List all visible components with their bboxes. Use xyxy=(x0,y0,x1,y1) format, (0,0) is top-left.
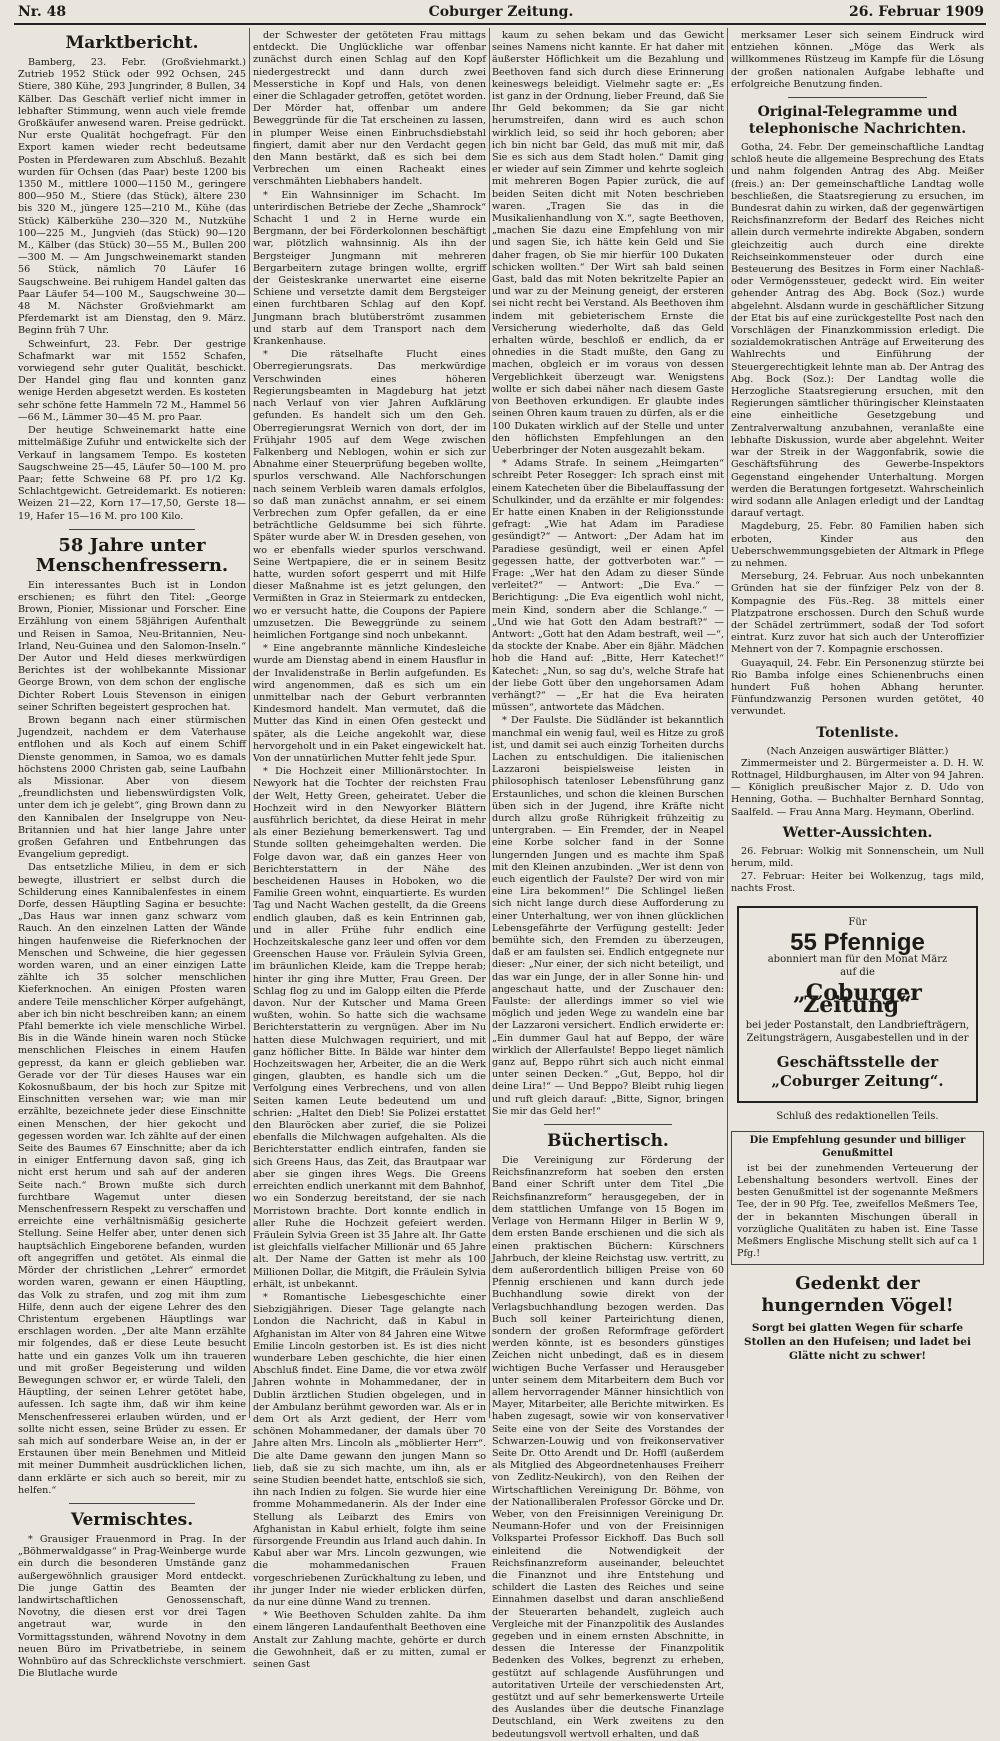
tea-notice-text: ist bei der zunehmenden Verteuerung der Lebenshaltung besonders wertvoll. Eines der besten Genußmittel ist der sogenannte Meßmers Tee, der in 90 Pfg. Tee, zweifellos Meßmers Tee, der in bekannten Mischungen überall in vorzügliche Qualitäten zu haben ist. Eine Tasse Meßmers Englische Mischung stellt sich auf ca 1 Pfg.! xyxy=(737,1162,978,1260)
weather-day-1: 26. Februar: Wolkig mit Sonnenschein, um Null herum, mild. xyxy=(731,845,984,869)
separator xyxy=(69,1503,194,1504)
column-divider xyxy=(249,28,250,1418)
misc-murder: * Grausiger Frauenmord in Prag. In der „Böhmerwaldgasse“ in Prag-Weinberge wurde ein durch die besonderen Umstände ganz außergewöhnlich grausiger Mord entdeckt. Die junge Gattin des Beamten der landwirtschaftlichen Genossenschaft, Novotny, die diesen erst vor drei Tagen angetraut war, wurde in den Vormittagsstunden, während Novotny in dem neuen Büro im Privatbetriebe, in seinem Wohnbüro auf das Schrecklichste verschmiert. Die Blutlache wurde xyxy=(18,1533,246,1680)
subscription-ad xyxy=(737,906,978,1104)
death-list: Zimmermeister und 2. Bürgermeister a. D. H. W. Rottnagel, Hildburghausen, im Alter von 94 Jahren. — Königlich preußischer Major z. D. Udo von Henning, Gotha. — Buchhalter Bernhard Sonntag, Saalfeld. — Frau Anna Marg. Heymann, Oberlind. xyxy=(731,757,984,818)
telegram-merseburg: Merseburg, 24. Februar. Aus noch unbekannten Gründen hat sie der fünfziger Pelz von der 8. Kompagnie des Füs.-Reg. 38 mittels einer Platzpatrone erschossen. Durch den Schuß wurde der Schädel zertrümmert, sodaß der Tod sofort eintrat. Kurz zuvor hat sich auch der Unteroffizier Mehnert von der 7. Kompagnie erschossen. xyxy=(731,571,984,656)
cannibals-para-1: Ein interessantes Buch ist in London erschienen; es führt den Titel: „George Brown, Pionier, Missionar und Forscher. Eine Erzählung von einem 58jährigen Aufenthalt und Reisen in Samoa, Neu-Britannien, Neu-Irland, Neu-Guinea und den Salomon-Inseln.“ Der Autor und Held dieses merkwürdigen Berichtes ist der wohlbekannte Missionar George Brown, von dem schon der englische Dichter Robert Louis Stevenson in einigen seiner Schriften begeistert gesprochen hat. xyxy=(18,579,246,713)
adams-punishment: * Adams Strafe. In seinem „Heimgarten“ schreibt Peter Rosegger: Ich sprach einst mit einem Katecheten über die Bibelauffassung der Schulkinder, und da erzählte er mir folgendes: Er hatte einen Knaben in der Religionsstunde gefragt: „Wie hat Adam im Paradiese gesündigt?“ — Antwort: „Der Adam hat im Paradiese gesündigt, weil er einen Apfel gegessen hatte, der gottverboten war.“ — Frage: „Wer hat den Adam zu dieser Sünde verleitet?“ — Antwort: „Die Eva.“ — Berichtigung: „Die Eva eigentlich wohl nicht, mein Kind, sondern aber die Schlange.“ — „Und wie hat Gott den Adam bestraft?“ — Antwort: „Gott hat den Adam bestraft, weil —“, da stockte der Knabe. Aber ein 8jähr. Mädchen hob die Hand auf: „Bitte, Herr Katechet!“ Katechet: „Nun, so sag du's, welche Strafe hat der liebe Gott über den ungehorsamen Adam verhängt?“ — „Er hat die Eva heiraten müssen“, antwortete das Mädchen. xyxy=(492,458,724,714)
child-body: * Eine angebrannte männliche Kindesleiche wurde am Dienstag abend in einem Hausflur in der Invalidenstraße in Berlin aufgefunden. Es wird angenommen, daß es sich um ein unmittelbar nach der Geburt verbrannten Kindesmord handelt. Man vermutet, daß die Mutter das Kind in einen Ofen gesteckt und später, als die Leiche angekohlt war, diese hervorgeholt und in ein Paket eingewickelt hat. Von der unnatürlichen Mutter fehlt jede Spur. xyxy=(253,643,486,764)
death-list-subtitle: (Nach Anzeigen auswärtiger Blätter.) xyxy=(766,745,949,757)
ad-for: Für xyxy=(848,916,867,928)
separator xyxy=(788,97,927,98)
market-pigs: Der heutige Schweinemarkt hatte eine mittelmäßige Zufuhr und entwickelte sich der Verkauf in langsamem Tempo. Es kosteten Saugschweine 25—45, Läufer 50—100 M. pro Paar; fette Schweine 68 Pf. pro 1/2 Kg. Schlachtgewicht. Getreidemarkt. Es notieren: Weizen 21—22, Korn 17—17,50, Gerste 18—19, Hafer 15—16 M. pro 100 Kilo. xyxy=(18,425,246,522)
ad-line-3: bei jeder Postanstalt, den Landbriefträgern, Zeitungsträgern, Ausgabestellen und in der xyxy=(745,1020,970,1045)
telegram-guayaquil: Guayaquil, 24. Febr. Ein Personenzug stürzte bei Rio Bamba infolge eines Schienenbruchs einen hundert Fuß hohen Abhang herunter. Fünfundzwanzig Personen wurden getötet, 40 verwundet. xyxy=(731,657,984,718)
market-schweinfurt: Schweinfurt, 23. Febr. Der gestrige Schafmarkt war mit 1552 Schafen, vorwiegend sehr guter Qualität, beschickt. Der Handel ging flau und konnten ganz wenige Herden abgesetzt werden. Es kosteten sehr schöne fette Hammeln 72 M., Hammel 56—66 M., Lämmer 30—45 M. pro Paar. xyxy=(18,338,247,423)
weather-title: Wetter-Aussichten. xyxy=(782,824,933,841)
masthead-title: Coburger Zeitung. xyxy=(428,4,574,20)
ad-line-2: auf die xyxy=(840,966,875,978)
book-review-end: merksamer Leser sich seinem Eindruck wird entziehen können. „Möge das Werk als willkommenes Rüstzeug im Kampfe für die Lösung der großen nationalen Aufgabe lebhafte und erfolgreiche Benutzung finden. xyxy=(731,30,984,90)
ad-office: Geschäftsstelle der „Coburger Zeitung“. xyxy=(771,1053,944,1091)
issue-number: Nr. 48 xyxy=(18,4,67,20)
telegrams-title: Original-Telegramme und telephonische Nachrichten. xyxy=(748,104,967,138)
issue-date: 26. Februar 1909 xyxy=(849,4,984,20)
column-2 xyxy=(253,30,486,1671)
page-header xyxy=(18,2,984,22)
cannibals-para-3: Das entsetzliche Milieu, in dem er sich bewegte, illustriert er selbst durch die Schilderung eines Kannibalenfestes in einem Dorfe, dessen Häuptling Sagina er besuchte: „Das Haus war innen ganz schwarz vom Rauch. An den einzelnen Latten der Wände hingen haufenweise die Rieferknochen der Menschen und Schweine, die hier gegessen worden waren, und an einer einzigen Latte zählte ich 35 solcher menschlichen Kieferknochen. An einigen Pfosten waren andere Teile menschlicher Körper aufgehängt, aber ich bin nicht beschreiben kann; an einem Pfahl bemerkte ich viele menschliche Wirbel. Bis in die Wände hinein waren noch Stücke menschlichen Fleisches in einem Haufen gepresst, da kann er gleich geblieben war. Gerade vor der Tür dieses Hauses war ein Kokosnußbaum, der bis hoch zur Spitze mit Einschnitten versehen war; wie man mir erzählte, bezeichnete jeder diese Einschnitte einen Menschen, der hier gekocht und gegessen worden war. Ich zählte auf der einen Seite des Baumes 67 Einschnitte; aber da ich in einiger Entfernung davon saß, ging ich nicht erst herum und sah auf der anderen Seite nach.“ Brown mußte sich durch furchtbare Wagemut unter diesen Menschenfressern Respekt zu verschaffen und erreichte eine verhältnismäßig gesicherte Stellung. Seine Helfer aber, unter denen sich hauptsächlich Eingeborene befanden, wurden oft angegriffen und getötet. Als einmal die Mörder der christlichen „Lehrer“ ermordet worden waren, gewann er einen Häuptling, das Volk zu strafen, und zog mit ihm zum Hilfe, denn auch der eigene Lehrer des den Christentum ergebenen Häuptlings war erschlagen worden. „Der alte Mann erzählte mir folgendes, daß er diese Leute besucht hatte und ein ganzes Volk um ihn traueren und mit großer Begeisterung und wilden Bewegungen schwor er, er würde Taleli, den Häuptling, der seinen Lehrer getötet habe, aufessen. Ich sagte ihm, daß wir ihm keine Menschenfresserei erlauben würden, und er sollte nicht essen, seine Brüder zu essen. Er sah mich auf sonderbare Weise an, in der er Erstaunen über mein Benehmen und Mitleid mit meiner Dummheit ausdrücklichen lichen, dann erklärte er sich auch so bereit, mir zu helfen.“ xyxy=(18,862,246,1496)
official-flight: * Die rätselhafte Flucht eines Oberregierungsrats. Das merkwürdige Verschwinden eines höheren Regierungsbeamten in Magdeburg hat jetzt nach Verlauf von vier Jahren Aufklärung gefunden. Es handelt sich um den Geh. Oberregierungsrat Wernich von dort, der im Frühjahr 1905 auf dem Wege zwischen Falkenberg und Neblogen, wohin er sich zur Abnahme einer Steuerprüfung begeben wollte, spurlos verschwand. Alle Nachforschungen nach seinem Verbleib waren damals erfolglos, so daß man zunächst annahm, er sei einem Verbrechen zum Opfer gefallen, da er eine beträchtliche Geldsumme bei sich führte. Später wurde aber W. in Dresden gesehen, von wo er ebenfalls wieder spurlos verschwand. Seine Wertpapiere, die er in seinem Besitz hatte, wurden sofort gesperrt und mit Hilfe dieser Maßnahme ist es jetzt gelungen, den Vermißten in Graz in Steiermark zu entdecken, wo er versucht hatte, die Coupons der Papiere umzusetzen. Die Beweggründe zu seinem heimlichen Fortgange sind noch unbekannt. xyxy=(253,349,486,641)
ad-line-1: abonniert man für den Monat März xyxy=(767,953,948,965)
book-review: Die Vereinigung zur Förderung der Reichsfinanzreform hat soeben den ersten Band einer Schrift unter dem Titel „Die Reichsfinanzreform“ herausgegeben, der in dem stattlichen Umfange von 15 Bogen im Verlage von Hermann Hilger in Berlin W 9, dem ersten Bande erschienen und die sich als einen praktischen Büchern: Kürschners Jahrbuch, der kleine Reichstag usw. vertritt, zu dem außerordentlich billigen Preise von 60 Pfennig erschienen und kann durch jede Buchhandlung sowie direkt von der Verlagsbuchhandlung bezogen werden. Das Buch soll keiner Parteirichtung dienen, sondern der großen Reformfrage gefördert werden könnte, ist es besonders günstiges Zeichen nicht unbedingt, daß es in diesem wichtigen Buche Verfasser und Herausgeber unter seinem dem Mitarbeitern dem Buch vor allem hervorragender Männer hinsichtlich von Mayer, Mitarbeiter, alle Berichte mitwirken. Es haben zugesagt, sowie wir von konservativer Seite eine von der Seite des Vorstandes der Schwarzen-Louwig und von freikonservativer Seite Dr. Otto Arendt und Dr. Hoffl (außerdem als Mitglied des Abgeordnetenhauses Freiherr von Zedlitz-Neukirch), von den Reihen der Wirtschaftlichen Vereinigung Dr. Böhme, von der Nationalliberalen Professor Görcke und Dr. Weber, von den Freisinnigen Vereinigung Dr. Neumann-Hofer und von der Freisinnigen Volkspartei Professor Eickhoff. Das Buch soll einleitend die Notwendigkeit der Reichsfinanzreform auseinander, beleuchtet die Finanznot und ihre Entstehung und schildert die Lasten des Reiches und seine Einnahmen daselbst und daran anschließend der Steuerarten behandelt, zugleich auch Vergleiche mit der Finanzpolitik des Auslandes gegeben und in einem ernsten Abschnitte, in dessen die Interesse der Finanzpolitik Bedenken des Volkes, begrenzt zu erheben, gestützt auf schlagende Ausführungen und autoritativen Urteile der verschiedensten Art, gestützt und auf sehr bemerkenswerte Urteile des Auslandes über die deutsche Finanzlage Deutschland, ein Werk zweitens zu den bedeutungsvoll wertvoll erhalten, und daß xyxy=(492,1155,724,1740)
murder-continued: der Schwester der getöteten Frau mittags entdeckt. Die Unglückliche war offenbar zunächst durch einen Schlag auf den Kopf niedergestreckt und dann durch zwei Messerstiche in Kopf und Hals, von denen einer die Schlagader getroffen, getötet worden. Der Mörder hat, offenbar um andere Beweggründe für die Tat erscheinen zu lassen, in plumper Weise einen Einbruchsdiebstahl fingiert, damit aber nur den Verdacht gegen den Mann bestärkt, daß es sich bei dem Verbrechen um einen Racheakt eines verschmähten Liebhabers handelt. xyxy=(253,30,486,188)
weather-day-2: 27. Februar: Heiter bei Wolkenzug, tags mild, nachts Frost. xyxy=(731,871,984,895)
millionaire-wedding: * Die Hochzeit einer Millionärstochter. In Newyork hat die Tochter der reichsten Frau der Welt, Hetty Green, geheiratet. Ueber die Hochzeit wird in den Newyorker Blättern ausführlich berichtet, da diese Heirat in mehr als einer Beziehung bemerkenswert. Tag und Stunde sollten geheimgehalten werden. Die Folge davon war, daß ein ganzes Heer von Berichterstattern in der Nähe des bescheidenen Hauses in Hoboken, wo die Familie Green wohnt, einquartierte. Es wurden Tag und Nacht Wachen gestellt, da die Greens endlich glauben, daß es kein Entrinnen gab, und in aller Frühe fuhr endlich eine Hochzeitskalesche ganz leer und offen vor dem Greenschen Hause vor. Fräulein Sylvia Green, im bräunlichen Kleide, kam die Treppe herab; hinter ihr ging ihre Mutter, Frau Green. Der Schlag flog zu und im Galopp eilten die Pferde davon. Nur der Kutscher und Mama Green wußten, wohin. So hatte sich die wachsame Berichterstatterin zu vergnügen. Aber im Nu hatten diese Mulchwagen requiriert, und mit ganz höflicher Bitte. In Bälde war hinter dem Hochzeitswagen her, Arbeiter, die an die Werk gingen, glaubten, es handle sich um die Verfolgung eines Verbrechens, und von allen Seiten kamen Leute bedeutend um und schrien: „Haltet den Dieb! Sie Polizei erstattet den Blauröcken aber zurief, die sie Polizei ebenfalls die Milchwagen aufgehalten. Als die Berichterstatter endlich eintrafen, fanden sie sich Greens Haus, das Zeit, das Brautpaar war aber sie gingen ihres Wegs. Die Greens erreichten endlich unerkannt mit dem Bahnhof, wo ein Sonderzug bereitstand, der sie nach Morristown brachte. Dort konnte endlich in aller Ruhe die Hochzeit gefeiert werden. Fräulein Sylvia Green ist 35 Jahre alt. Ihr Gatte ist gleichfalls vielfacher Millionär und 65 Jahre alt. Der Name der Gatten ist mehr als 100 Millionen Dollar, die Mitgift, die Fräulein Sylvia erhält, ist unbekannt. xyxy=(253,766,486,1290)
birds-title: Gedenkt der hungernden Vögel! xyxy=(761,1273,954,1317)
column-3 xyxy=(492,30,724,1740)
ad-paper-name: „Coburger Zeitung“ xyxy=(793,979,922,1018)
market-report-title: Marktbericht. xyxy=(65,33,199,53)
telegram-gotha: Gotha, 24. Febr. Der gemeinschaftliche Landtag schloß heute die allgemeine Besprechung des Etats und nahm folgenden Antrag des Abg. Meißer (freis.) an: Der gemeinschaftliche Landtag wolle beschließen, die Staatsregierung zu ersuchen, im Bundesrat dahin zu wirken, daß der gegenwärtigen Reichsfinanzreform der Bedarf des Reiches nicht allein durch vermehrte indirekte Abgaben, sondern gleichzeitig auch durch eine direkte Reichseinkommensteuer oder durch eine Besteuerung des Besitzes in Form einer Nachlaß- oder Vermögenssteuer, gedeckt wird. Ein weiter gehender Antrag des Abg. Bock (Soz.) wurde abgelehnt. Alsdann wurde in geschäftlicher Sitzung der Etat bis auf eine zurückgestellte Post nach den Vorschlägen der Finanzkommission erledigt. Die sozialdemokratischen Anträge auf Erweiterung des Wahlrechts und Einführung der Steuergerechtigkeit lehnte man ab. Der Antrag des Abg. Bock (Soz.): Der Landtag wolle die Herzogliche Staatsregierung ersuchen, mit den Regierungen sämtlicher thüringischer Kleinstaaten eine einheitliche Gesetzgebung und Zentralverwaltung anzubahnen, veranlaßte eine lebhafte Diskussion, wurde aber abgelehnt. Weiter war der Streik in der Waggonfabrik, sowie die Geschäftsführung des Gewerbe-Inspektors Gegenstand eingehender Unterhaltung. Morgen werden die Beratungen fortgesetzt. Wahrscheinlich wird sodann alle Anlagen erledigt und der Landtag darauf vertagt. xyxy=(731,142,984,520)
editorial-end: Schluß des redaktionellen Teils. xyxy=(776,1111,939,1123)
cannibals-para-2: Brown begann nach einer stürmischen Jugendzeit, nachdem er dem Vaterhause entflohen und als Koch auf einem Schiff Dienste genommen, in Samoa, wo es damals höchstens 2000 Christen gab, seine Laufbahn als Missionar. Aber von diesem „freundlichsten und liebenswürdigsten Volk, unter dem ich je gelebt“, ging Brown dann zu den Kannibalen der Inselgruppe von Neu-Britannien und hat hier lange Jahre unter großen Gefahren und Entbehrungen das Evangelium gepredigt. xyxy=(18,714,246,861)
market-bamberg: Bamberg, 23. Febr. (Großviehmarkt.) Zutrieb 1952 Stück oder 992 Ochsen, 245 Stiere, 380 Kühe, 293 Jungrinder, 8 Bullen, 34 Kälber. Das Geschäft verlief nicht immer in lebhafter Stimmung, wenn auch viele fremde Großkäufer anwesend waren. Preise gedrückt. Nur erste Qualität hochgefragt. Für den Export kamen wieder recht bedeutsame Posten in Pferdewaren zum Abschluß. Bezahlt wurden für Ochsen (das Paar) beste 1200 bis 1350 M., mittlere 1000—1150 M., geringere 800—950 M., Stiere (das Stück), ältere 230 bis 320 M., jüngere 125—210 M., Kühe (das Stück) Kälberkühe 230—320 M., Nutzkühe 100—225 M., Jungvieh (das Stück) 90—120 M., Kälber (das Stück) 30—55 M., Bullen 200—300 M. — Am Jungschweinemarkt standen 56 Stück, nämlich 70 Läufer 16 Saugschweine. Bei ruhigem Handel galten das Paar Läufer 54—100 M., Saugschweine 30—48 M. Nächster Großviehmarkt am Pferdemarkt ist am Dienstag, den 9. März. Beginn früh 7 Uhr. xyxy=(18,57,246,337)
book-table-title: Büchertisch. xyxy=(547,1131,669,1152)
cannibals-title: 58 Jahre unter Menschenfressern. xyxy=(35,534,229,576)
birds-text: Sorgt bei glatten Wegen für scharfe Stollen an den Hufeisen; und ladet bei Glätte nicht zu schwer! xyxy=(744,1322,971,1363)
ad-price: 55 Pfennige xyxy=(790,928,925,956)
column-1 xyxy=(18,30,247,1680)
beethoven-debts: * Wie Beethoven Schulden zahlte. Da ihm einem längeren Landaufenthalt Beethoven eine Anstalt zur Zahlung machte, gehörte er durch die Gewohnheit, daß er zu mitten, zumal er seinen Gast xyxy=(253,1610,486,1671)
separator xyxy=(544,1124,672,1125)
shaft-madman: * Ein Wahnsinniger im Schacht. Im unterirdischen Betriebe der Zeche „Shamrock“ Schacht 1 und 2 in Herne wurde ein Bergmann, der bei Förderkolonnen beschäftigt war, plötzlich wahnsinnig. Als ihn der Bergsteiger Jungmann mit mehreren Bergarbeitern zutage bringen wollte, ergriff der Geisteskranke unerwartet eine eiserne Schiene und versetzte damit dem Bergsteiger einen furchtbaren Schlag auf den Kopf. Jungmann brach blutüberströmt zusammen und starb auf dem Transport nach dem Krankenhause. xyxy=(253,189,486,348)
column-divider xyxy=(727,28,728,1418)
misc-title: Vermischtes. xyxy=(70,1509,194,1530)
death-list-title: Totenliste. xyxy=(816,724,899,741)
header-rule xyxy=(14,23,986,25)
separator xyxy=(69,529,194,530)
romantic-story: * Romantische Liebesgeschichte einer Siebzigjährigen. Dieser Tage gelangte nach London die Nachricht, daß in Kabul in Afghanistan im Alter von 84 Jahren eine Witwe Emilie Lincoln gestorben ist. Es ist dies nicht wunderbare Leben geschichte, die hier einen Abschluß findet. Eine Dame, die vor etwa zwölf Jahren wohnte in Mohammedaner, der in Dublin ärztlichen Studien obgelegen, und in der Ambulanz berühmt geworden war. Als er in dem Ort als Arzt gedient, der Herr vom schönen Mohammedaner, der damals über 70 Jahre alten Mrs. Lincoln als „möblierter Herr“. Die alte Dame gewann den jungen Mann so lieb, daß sie zu sich machte, um ihn, als er seine Studien beendet hatte, entschloß sie sich, ihn nach Indien zu folgen. Sie wurde hier eine fromme Mohammedanerin. Als der Inder eine Stellung als Leibarzt des Emirs von Afghanistan in Kabul erhielt, folgte ihm seine fürsorgende Freundin aus Irland auch dahin. In Kabul aber war Mrs. Lincoln gezwungen, wie die mohammedanischen Frauen vorgeschriebenen Zurückhaltung zu leben, und ihr junger Inder nie wieder erblicken dürfen, da nur eine dünne Wand zu trennen. xyxy=(253,1291,486,1608)
column-4 xyxy=(731,30,984,1415)
column-divider xyxy=(489,28,490,1418)
beethoven-continued: kaum zu sehen bekam und das Gewicht seines Namens nicht kannte. Er hat daher mit äußerster Höflichkeit um die Bezahlung und Beethoven fand sich durch diese Erinnerung keineswegs beleidigt. Vielmehr sagte er: „Es ist ganz in der Ordnung, lieber Freund, daß Sie Ihr Geld bekommen; da Sie gar nicht herumstreifen, dann wird es auch schon wirklich leid, so seid ihr hoch geboren; aber ich bin nicht bar Geld, das muß mit mir, daß Sie es sich aus dem Stadt holen.“ Damit ging er wieder auf sein Zimmer und kehrte sogleich mit mehreren Bogen Papier zurück, die auf beiden Seiten dicht mit Noten beschrieben waren. „Tragen Sie das in die Musikalienhandlung von X.“, sagte Beethoven, „machen Sie dazu eine Empfehlung von mir und sagen Sie, ich hätte kein Geld und Sie daher fragen, ob Sie mir hierfür 100 Dukaten schicken wollten.“ Der Wirt sah bald seinen Gast, bald das mit Noten bekritzelte Papier an und war zu der Meinung geneigt, der ersteren sei nicht recht bei Verstand. Als Beethoven ihm indem mit gebieterischem Ernste die Versicherung wiederholte, daß das Geld erhalten würde, beschloß er endlich, da er ohnedies in die Stadt mußte, den Gang zu machen, obgleich er im voraus von dessen Vergeblichkeit überzeugt war. Wenigstens wollte er sich dabei näher nach diesem Gaste von Beethoven erkundigen. Er glaubte indes seinen Ohren kaum trauen zu dürfen, als er die 100 Dukaten wirklich auf der Stelle und unter den höflichsten Empfehlungen an den Ueberbringer der Noten ausgezahlt bekam. xyxy=(492,30,724,456)
tea-notice-title: Die Empfehlung gesunder und billiger Genußmittel xyxy=(749,1135,966,1159)
telegram-magdeburg: Magdeburg, 25. Febr. 80 Familien haben sich erboten, Kinder aus den Ueberschwemmungsgebieten der Altmark in Pflege zu nehmen. xyxy=(731,521,984,569)
laziest: * Der Faulste. Die Südländer ist bekanntlich manchmal ein wenig faul, weil es Hitze zu groß ist, und damit sei auch einzig Torheiten durchs Lachen zu entschuldigen. Die italienischen Lazzaroni beispielsweise leisten in philosophisch tatenloser Lebensführung ganz Erstaunliches, und schon die kleinen Burschen üben sich in der Jugend, ihre Kräfte nicht durch allzu große Rührigkeit frühzeitig zu untergraben. — Ein Fremder, der in Neapel eine Korbe solcher fand in der Sonne lungernden Jungen und es machte ihm Spaß mit den Kleinen anzubinden. „Wer ist denn von euch eigentlich der Faulste? Der wird von mir eine Lira bekommen!“ Die Schlingel ließen sich nicht lange durch diese Aufforderung zu einer Unterhaltung, wer von ihnen glücklichen Lebensgefährte der Verfügung gestellt: Jeder bemühte sich, den Fremden zu überzeugen, daß er am faulsten sei. Endlich entgegnete nur dieser: „Nur einer, der sich nicht beteiligt, und das war ein Junge, der in aller Sonne hin- und angeschaut hatte, und der Zuschauer den: Faulste: der allerdings immer so viel wie möglich und jeden Wege zu wandeln eine bar der Lazzaroni versichert. Endlich erwiderte er: „Ein dummer Gaul hat auf Beppo, der wäre wirklich der Allerfaulste! Beppo lieget nämlich ganz auf, Beppo rührt sich auch nicht einmal unter seinen Decken.“ „Gut, Beppo, hol dir deine Lira!“ — Und Beppo? Bleibt ruhig liegen und ruft gleich darauf: „Bitte, Signor, bringen Sie mir das Geld her!“ xyxy=(492,715,724,1117)
tea-notice xyxy=(731,1131,984,1265)
